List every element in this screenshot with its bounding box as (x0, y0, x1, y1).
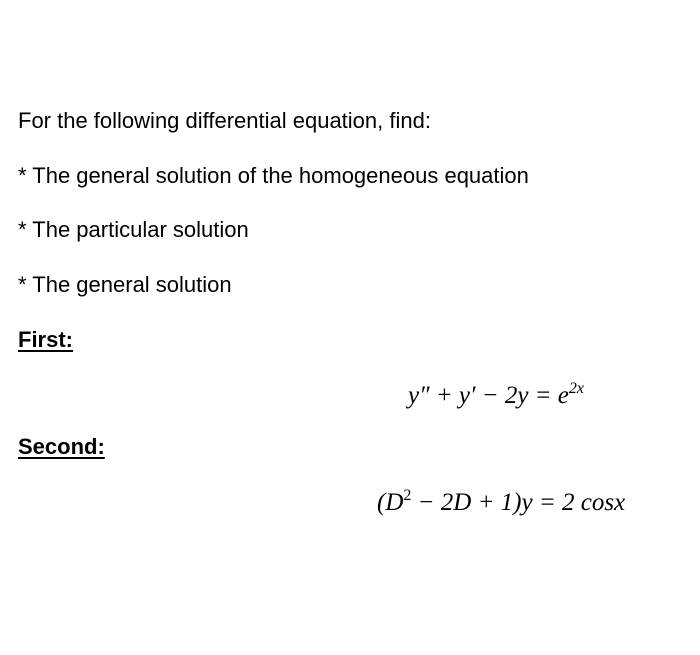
bullet-homogeneous: * The general solution of the homogeneous equation (18, 163, 529, 188)
second-heading: Second: (18, 434, 105, 459)
first-equation (408, 381, 584, 411)
first-equation-body: y″ + y′ − 2y = e (408, 382, 569, 409)
intro-text: For the following differential equation, find: (18, 108, 431, 133)
bullet-general: * The general solution (18, 272, 232, 297)
first-equation-exponent: 2x (568, 380, 584, 397)
first-heading: First: (18, 327, 73, 352)
second-equation-exponent: 2 (403, 487, 412, 504)
bullet-particular: * The particular solution (18, 217, 249, 242)
second-equation-part2: − 2D + 1)y = 2 cosx (411, 489, 626, 516)
second-equation-part1: (D (377, 489, 404, 516)
second-equation (377, 488, 625, 518)
